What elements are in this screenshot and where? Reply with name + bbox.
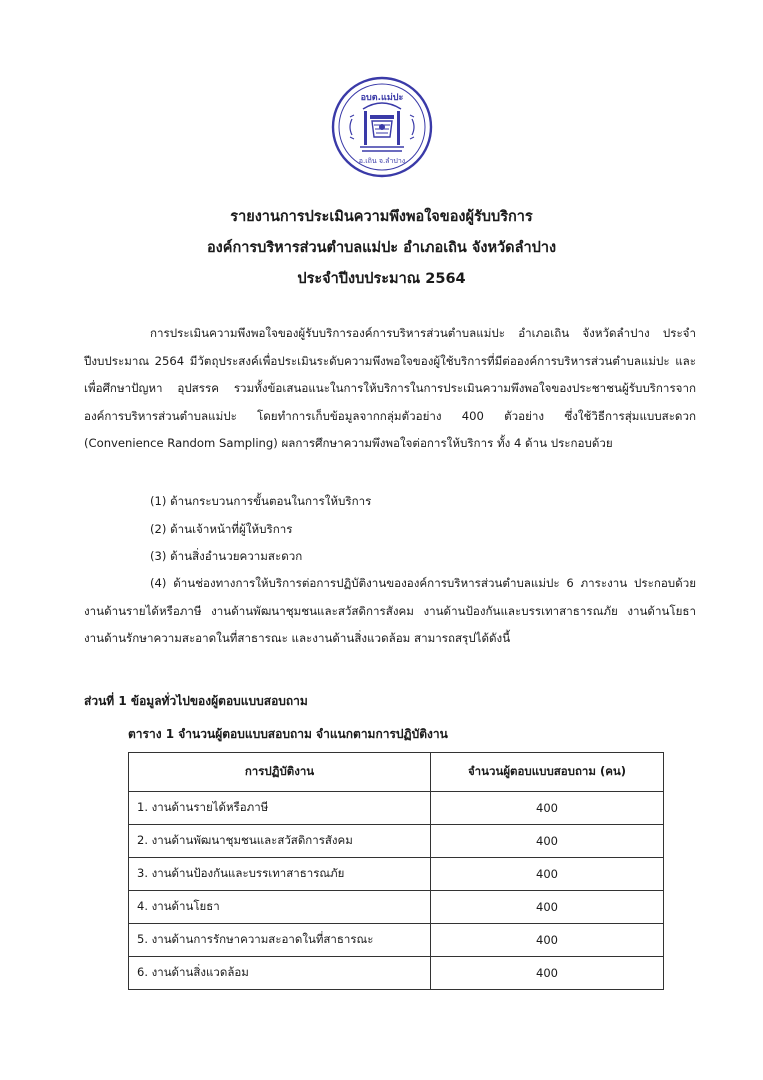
aspect-list [150, 488, 371, 571]
header-count: จำนวนผู้ตอบแบบสอบถาม (คน) [431, 753, 664, 792]
task-cell: 4. งานด้านโยธา [129, 891, 431, 924]
count-cell: 400 [431, 957, 664, 990]
aspect-4-paragraph [84, 570, 696, 653]
table-row [129, 792, 664, 825]
title-line-1: รายงานการประเมินความพึงพอใจของผู้รับบริการ [230, 209, 533, 225]
table-row [129, 891, 664, 924]
respondents-table [128, 752, 664, 990]
count-cell: 400 [431, 825, 664, 858]
report-title [0, 202, 763, 295]
seal-bottom-text: อ.เถิน จ.ลำปาง [358, 157, 406, 165]
count-cell: 400 [431, 792, 664, 825]
aspect-item: (3) ด้านสิ่งอำนวยความสะดวก [150, 549, 303, 563]
table-row [129, 957, 664, 990]
count-cell: 400 [431, 858, 664, 891]
aspect-item: (2) ด้านเจ้าหน้าที่ผู้ให้บริการ [150, 521, 293, 536]
table-caption: ตาราง 1 จำนวนผู้ตอบแบบสอบถาม จำแนกตามการปฏิบัติงาน [128, 727, 448, 741]
title-line-2: องค์การบริหารส่วนตำบลแม่ปะ อำเภอเถิน จังหวัดลำปาง [206, 240, 557, 256]
intro-paragraph [84, 320, 696, 458]
title-line-3: ประจำปีงบประมาณ 2564 [297, 271, 466, 287]
table-header-row [129, 753, 664, 792]
intro-text: การประเมินความพึงพอใจของผู้รับบริการองค์การบริหารส่วนตำบลแม่ปะ อำเภอเถิน จังหวัดลำปาง ประจำปีงบประมาณ 2564 มีวัตถุประสงค์เพื่อประเมินระดับความพึงพอใจของผู้ใช้บริการที่มีต่อองค์การบริหารส่วนตำบลแม่ปะ และเพื่อศึกษาปัญหา อุปสรรค รวมทั้งข้อเสนอแนะในการให้บริการในการประเมินความพึงพอใจของประชาชนผู้รับบริการจากองค์การบริหารส่วนตำบลแม่ปะ โดยทำการเก็บข้อมูลจากกลุ่มตัวอย่าง 400 ตัวอย่าง ซึ่งใช้วิธีการสุ่มแบบสะดวก (Convenience Random Sampling) ผลการศึกษาความพึงพอใจต่อการให้บริการ ทั้ง 4 ด้าน ประกอบด้วย [84, 326, 696, 450]
seal-logo-icon [330, 75, 434, 179]
seal-top-text: อบต.แม่ปะ [360, 93, 404, 103]
count-cell: 400 [431, 891, 664, 924]
table-row [129, 924, 664, 957]
section-heading: ส่วนที่ 1 ข้อมูลทั่วไปของผู้ตอบแบบสอบถาม [84, 694, 308, 708]
task-cell: 3. งานด้านป้องกันและบรรเทาสาธารณภัย [129, 858, 431, 891]
count-cell: 400 [431, 924, 664, 957]
table-row [129, 858, 664, 891]
task-cell: 6. งานด้านสิ่งแวดล้อม [129, 957, 431, 990]
task-cell: 5. งานด้านการรักษาความสะอาดในที่สาธารณะ [129, 924, 431, 957]
header-task: การปฏิบัติงาน [129, 753, 431, 792]
task-cell: 1. งานด้านรายได้หรือภาษี [129, 792, 431, 825]
aspect-4-text: (4) ด้านช่องทางการให้บริการต่อการปฏิบัติงานขององค์การบริหารส่วนตำบลแม่ปะ 6 ภาระงาน ประกอบด้วย งานด้านรายได้หรือภาษี งานด้านพัฒนาชุมชนและสวัสดิการสังคม งานด้านป้องกันและบรรเทาสาธารณภัย งานด้านโยธา งานด้านรักษาความสะอาดในที่สาธารณะ และงานด้านสิ่งแวดล้อม สามารถสรุปได้ดังนี้ [84, 576, 696, 645]
task-cell: 2. งานด้านพัฒนาชุมชนและสวัสดิการสังคม [129, 825, 431, 858]
table-row [129, 825, 664, 858]
aspect-item: (1) ด้านกระบวนการขั้นตอนในการให้บริการ [150, 494, 372, 508]
